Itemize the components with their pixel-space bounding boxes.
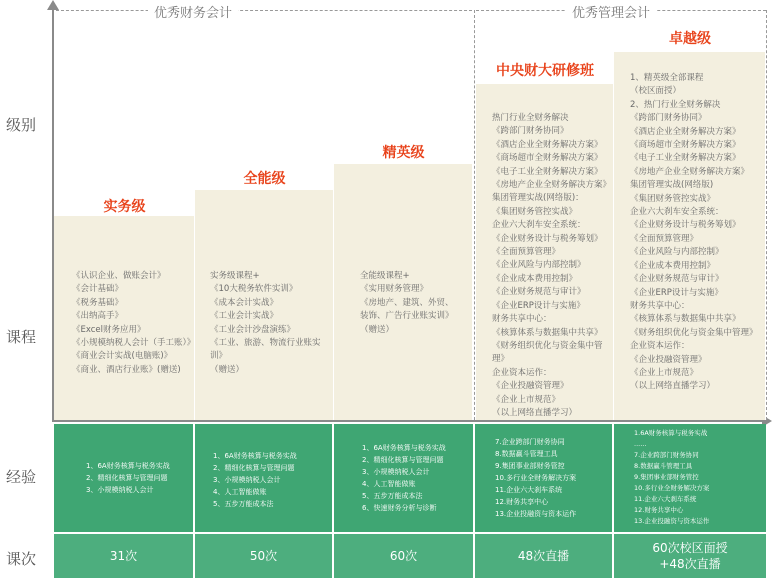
experience-item: 10.多行业全财务解决方案 [634, 484, 710, 492]
experience-item: 9.集团事业部财务管控 [495, 462, 565, 470]
experience-item: 5、五步万能成本法 [362, 492, 423, 500]
experience-item: 2、精细化核算与管理问题 [86, 474, 168, 482]
course-item: 热门行业全财务解决 [492, 113, 569, 123]
experience-item: 5、五步万能成本法 [213, 500, 274, 508]
level-title-allround: 全能级 [243, 171, 286, 187]
experience-item: 9.集团事业部财务管控 [634, 473, 699, 481]
count-value: 31次 [109, 549, 138, 563]
course-list-practical [72, 270, 194, 377]
row-label-count: 课次 [6, 550, 37, 568]
experience-cell-excellence [614, 424, 766, 532]
course-item: （赠送） [210, 364, 245, 375]
count-cell-cufe-program [475, 534, 614, 578]
course-item: 《企业风险与内部控制》 [630, 247, 724, 258]
course-item: 《成本会计实战》 [210, 297, 279, 308]
course-item: （以上网络直播学习） [492, 407, 578, 418]
course-item: 集团管理实战(网络版) [630, 180, 714, 191]
header-finance: 优秀财务会计 [148, 2, 238, 21]
course-item: 财务共享中心： [492, 314, 552, 325]
course-item: 财务共享中心： [630, 300, 690, 311]
count-cell-practical [54, 534, 195, 578]
course-list-elite [360, 270, 470, 337]
course-item: 企业资本运作： [630, 341, 690, 352]
course-item: 《全面预算管理》 [492, 247, 561, 258]
course-item: 《企业投融资管理》 [492, 381, 569, 392]
experience-item: 11.企业六大刹车系统 [634, 495, 697, 503]
course-item: 《财务组织优化与资金集中管理》 [630, 327, 758, 338]
experience-item: 3、小规模纳税人会计 [213, 476, 281, 484]
course-item: 《Excel财务应用》 [72, 324, 146, 335]
experience-item: 12.财务共享中心 [634, 506, 684, 514]
experience-item: 2、精细化核算与管理问题 [213, 464, 295, 472]
course-item: 《工业会计实战》 [210, 311, 279, 322]
course-item: 《商业会计实战(电脑账)》 [72, 351, 173, 362]
row-label-experience: 经验 [6, 468, 37, 486]
right-dashed-line [766, 10, 767, 420]
course-item: 《核算体系与数据集中共享》 [630, 314, 741, 325]
course-item: 《企业成本费用控制》 [492, 273, 578, 284]
course-item: 《企业财务设计与税务筹划》 [492, 233, 603, 244]
count-value: 48次直播 [517, 549, 570, 563]
course-item: 《企业上市规范》 [492, 394, 561, 405]
course-item: 《房地产企业全财务解决方案》 [492, 180, 612, 191]
x-axis [52, 420, 764, 422]
experience-cell-cufe-program [475, 424, 614, 532]
experience-item: 13.企业投融资与资本运作 [634, 517, 710, 525]
count-value: 60次 [389, 549, 418, 563]
course-item: 1、精英级全部课程 [630, 73, 704, 83]
experience-item: 1、6A财务核算与税务实战 [362, 444, 446, 452]
course-item: 《商场超市全财务解决方案》 [492, 153, 603, 164]
experience-cell-elite [334, 424, 475, 532]
course-item: 《工业会计沙盘演练》 [210, 324, 296, 335]
course-list-allround [210, 270, 332, 377]
experience-item: 8.数据赢斗管理工具 [495, 450, 558, 458]
course-item: 《企业投融资管理》 [630, 354, 707, 365]
course-item: 《酒店企业全财务解决方案》 [630, 126, 741, 137]
count-value: +48次直播 [659, 557, 721, 571]
course-item: 《商业、酒店行业账》(赠送) [72, 364, 181, 375]
course-item: 《财务组织优化与资金集中管理》 [492, 340, 603, 365]
experience-item: 10.多行业全财务解决方案 [495, 474, 577, 482]
count-cell-allround [195, 534, 334, 578]
course-item: （赠送） [360, 324, 395, 335]
course-item: 实务级课程+ [210, 271, 260, 281]
experience-item: 2、精细化核算与管理问题 [362, 456, 444, 464]
experience-item: 1、6A财务核算与税务实战 [213, 452, 297, 460]
course-item: 《认识企业、做账会计》 [72, 271, 166, 281]
experience-item: ...... [634, 440, 647, 448]
course-item: 《企业ERP设计与实施》 [630, 287, 723, 298]
experience-item: 11.企业六大刹车系统 [495, 486, 563, 494]
course-item: 《企业成本费用控制》 [630, 260, 716, 271]
experience-item: 1、6A财务核算与税务实战 [86, 462, 170, 470]
course-item: 《税务基础》 [72, 297, 124, 308]
course-item: 《房地产、建筑、外贸、 [360, 297, 454, 308]
divider-dashed-line [474, 10, 475, 420]
level-title-excellence: 卓越级 [669, 31, 711, 47]
course-item: 《企业ERP设计与实施》 [492, 300, 585, 311]
course-item: 《电子工业全财务解决方案》 [630, 153, 741, 164]
course-item: 《小规模纳税人会计（手工账）》 [72, 338, 196, 349]
course-item: 《工业、旅游、物流行业账实训》 [210, 338, 321, 362]
course-item: 《酒店企业全财务解决方案》 [492, 139, 603, 150]
course-item: 《电子工业全财务解决方案》 [492, 166, 603, 177]
course-item: 《集团财务管控实战》 [492, 206, 578, 217]
header-management: 优秀管理会计 [566, 2, 656, 21]
course-list-excellence [630, 72, 764, 394]
count-value: 50次 [249, 549, 278, 563]
course-item: 《核算体系与数据集中共享》 [492, 327, 603, 338]
course-item: 《实用财务管理》 [360, 284, 429, 295]
course-item: 集团管理实战(网络版)： [492, 193, 584, 204]
row-label-course: 课程 [6, 328, 37, 346]
experience-cell-allround [195, 424, 334, 532]
course-item: 《出纳高手》 [72, 311, 124, 322]
level-title-elite: 精英级 [382, 145, 425, 161]
course-item: 《会计基础》 [72, 284, 124, 295]
experience-item: 3、小规模纳税人会计 [362, 468, 430, 476]
course-list-cufe-program [492, 112, 612, 420]
course-item: 《全面预算管理》 [630, 233, 699, 244]
course-item: 《商场超市全财务解决方案》 [630, 140, 741, 151]
experience-item: 13.企业投融资与资本运作 [495, 510, 577, 518]
course-item: 《集团财务管控实战》 [630, 193, 716, 204]
experience-item: 7.企业跨部门财务协同 [634, 451, 699, 459]
experience-item: 6、快速财务分析与诊断 [362, 504, 437, 512]
experience-item: 7.企业跨部门财务协同 [495, 438, 565, 446]
course-item: （校区面授） [630, 86, 682, 97]
level-title-practical: 实务级 [103, 199, 146, 215]
experience-item: 1.6A财务核算与税务实战 [634, 429, 708, 437]
course-item: 《房地产企业全财务解决方案》 [630, 166, 750, 177]
experience-item: 12.财务共享中心 [495, 498, 549, 506]
course-item: 企业资本运作： [492, 367, 552, 378]
experience-item: 4、人工智能做账 [362, 480, 416, 488]
course-item: 全能级课程+ [360, 271, 410, 281]
experience-item: 8.数据赢斗管理工具 [634, 462, 693, 470]
finance-header-line [56, 10, 472, 11]
level-title-cufe-program: 中央财大研修班 [496, 63, 594, 79]
course-item: 装饰、广告行业账实训》 [360, 311, 454, 322]
count-cell-excellence [614, 534, 766, 578]
course-item: 《企业风险与内部控制》 [492, 260, 586, 271]
course-item: 《企业财务规范与审计》 [492, 287, 586, 298]
count-value: 60次校区面授 [652, 541, 728, 555]
course-item: 2、热门行业全财务解决 [630, 99, 721, 110]
course-item: 《企业上市规范》 [630, 367, 699, 378]
row-label-level: 级别 [6, 116, 37, 134]
course-item: 《企业财务规范与审计》 [630, 274, 724, 285]
experience-item: 3、小规模纳税人会计 [86, 486, 154, 494]
experience-cell-practical [54, 424, 195, 532]
count-cell-elite [334, 534, 475, 578]
y-axis-arrow [47, 0, 59, 10]
course-item: 《10大税务软件实训》 [210, 284, 298, 295]
experience-item: 4、人工智能做账 [213, 488, 267, 496]
course-item: 《跨部门财务协同》 [630, 113, 707, 124]
course-item: （以上网络直播学习） [630, 381, 716, 392]
course-item: 企业六大刹车安全系统： [492, 220, 586, 231]
course-item: 《跨部门财务协同》 [492, 126, 569, 137]
course-item: 《企业财务设计与税务筹划》 [630, 220, 741, 231]
course-item: 企业六大刹车安全系统： [630, 207, 724, 218]
